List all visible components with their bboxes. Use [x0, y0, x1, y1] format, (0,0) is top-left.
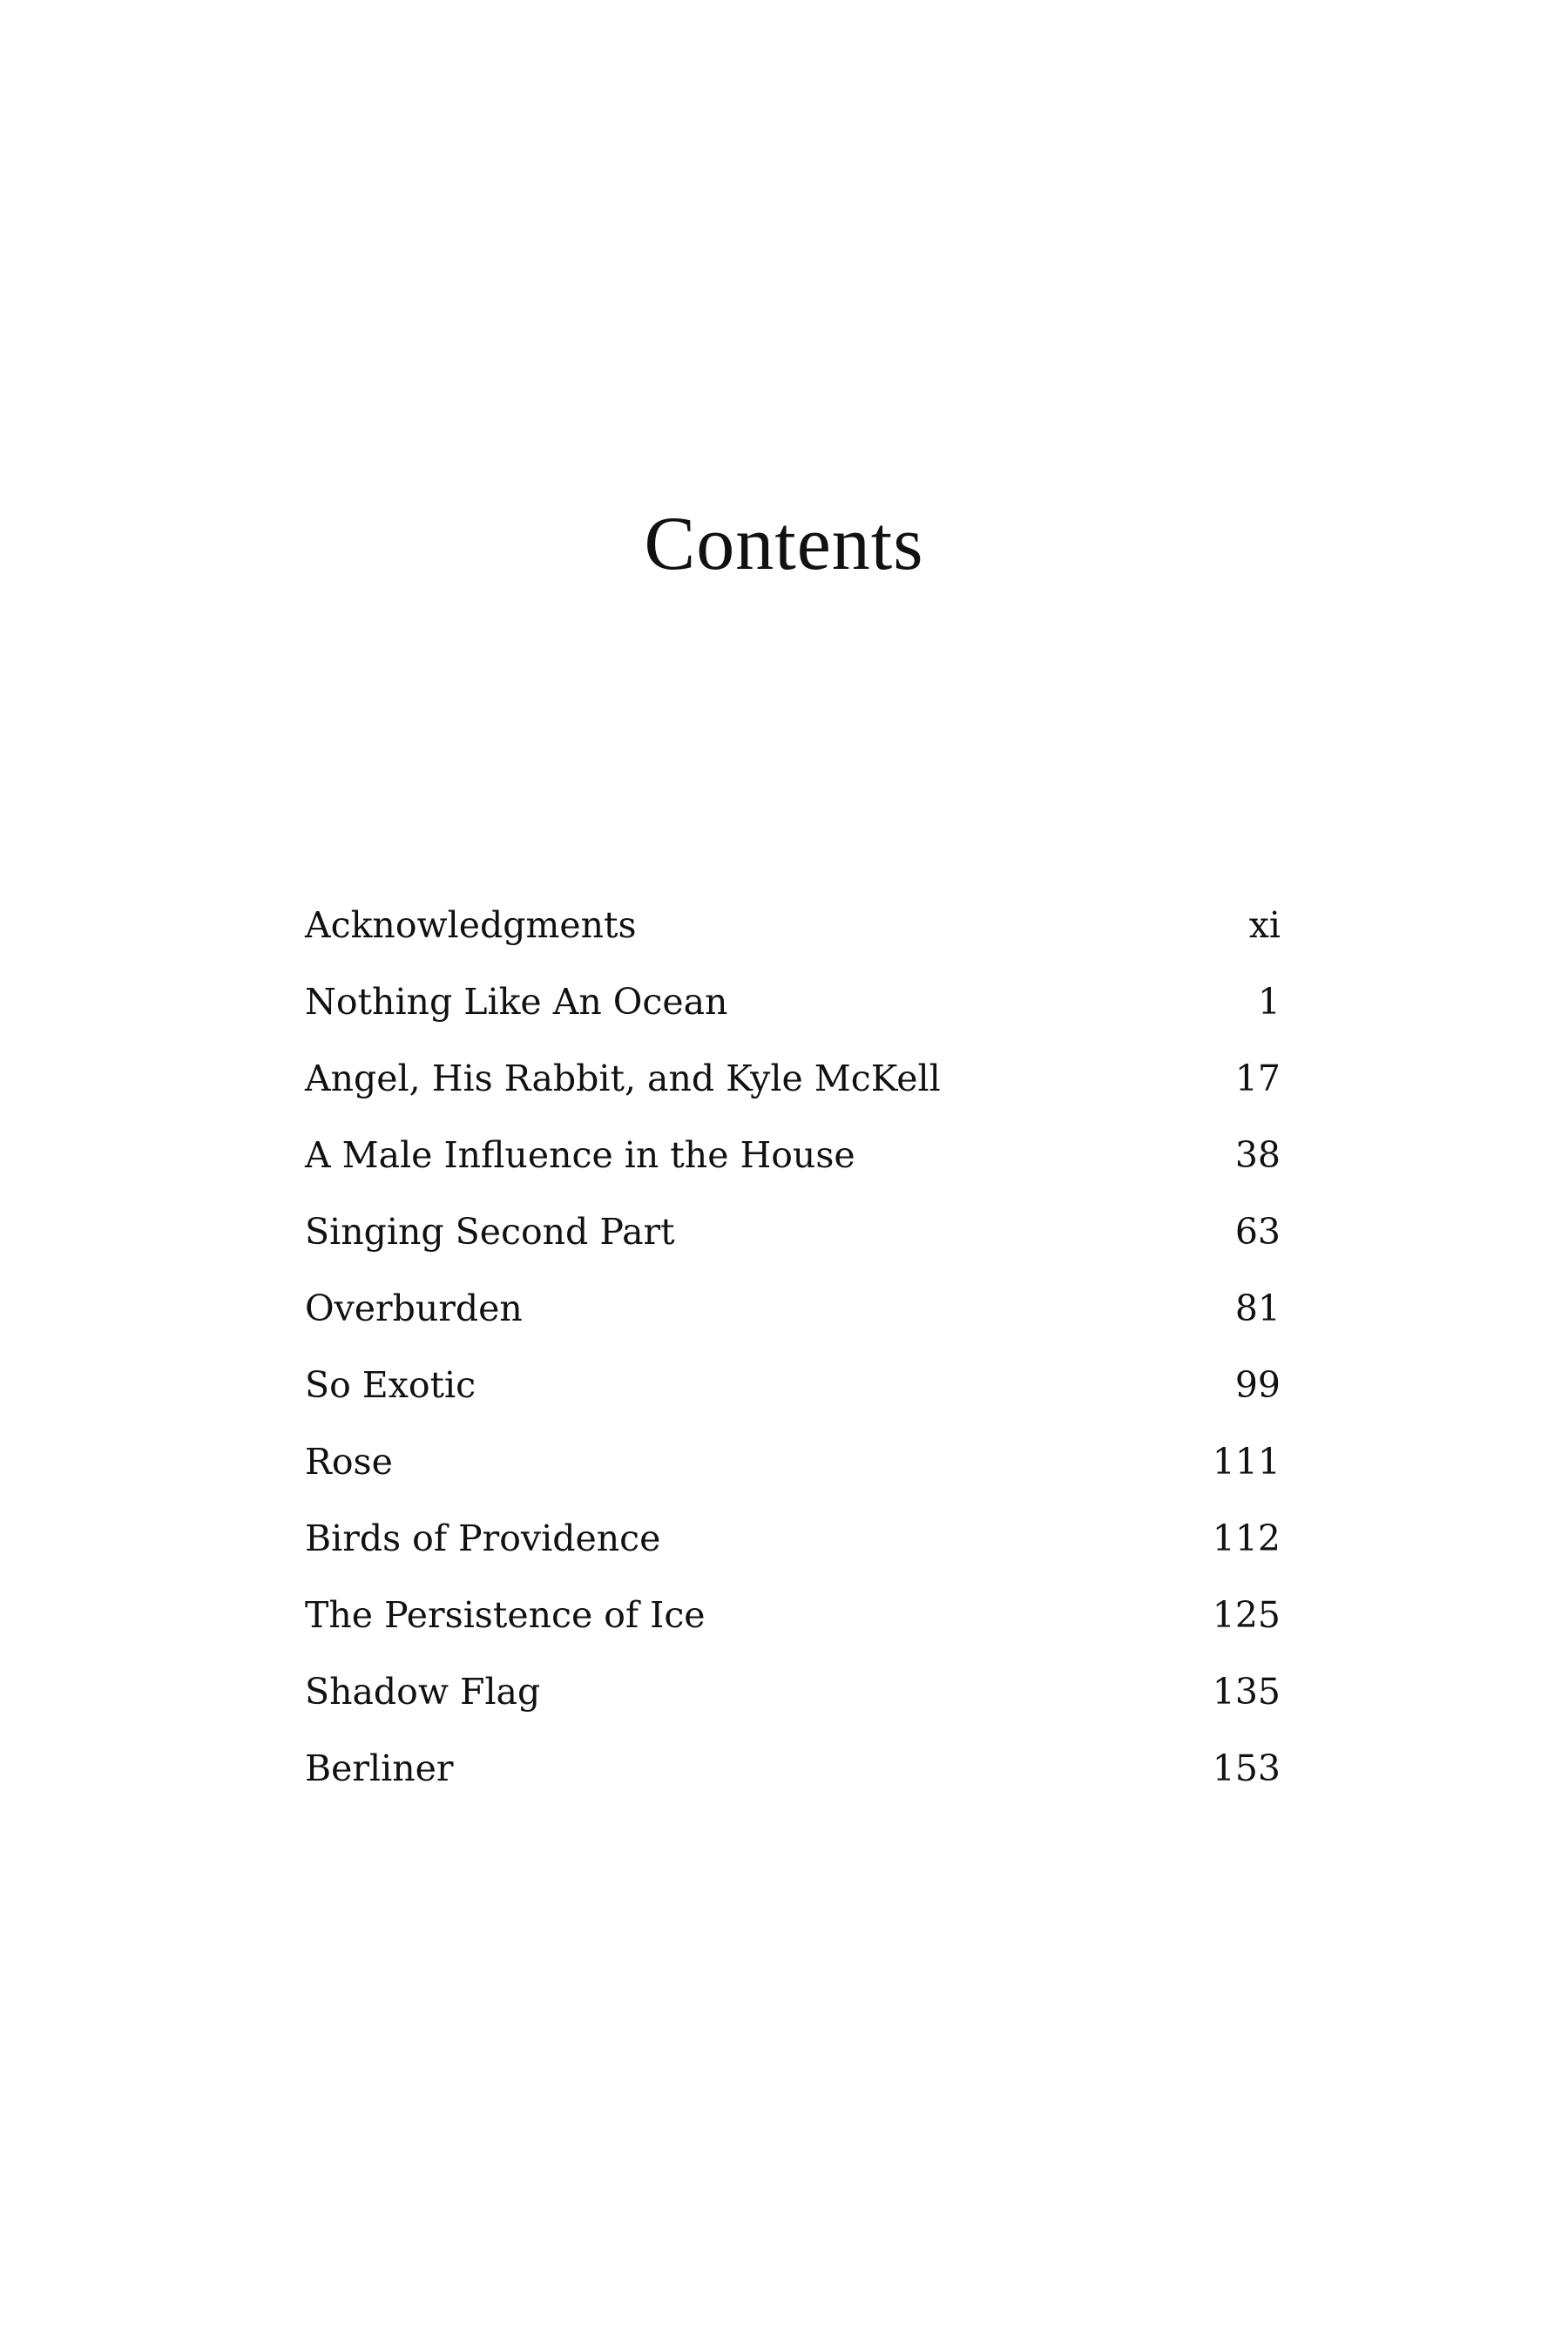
toc-entry-berliner[interactable]: [305, 1742, 1281, 1819]
toc-entry-rose[interactable]: [305, 1436, 1281, 1512]
toc-entry-overburden[interactable]: [305, 1282, 1281, 1359]
table-of-contents: [305, 899, 1281, 1819]
toc-entry-nothing-like-an-ocean[interactable]: [305, 976, 1281, 1052]
toc-entry-page-number: 153: [1212, 1747, 1281, 1789]
toc-entry-title: A Male Influence in the House: [305, 1134, 855, 1176]
toc-entry-angel-his-rabbit[interactable]: [305, 1052, 1281, 1129]
toc-entry-title: The Persistence of Ice: [305, 1594, 706, 1636]
toc-entry-a-male-influence[interactable]: [305, 1129, 1281, 1206]
toc-entry-shadow-flag[interactable]: [305, 1666, 1281, 1742]
toc-entry-title: Rose: [305, 1441, 393, 1483]
toc-entry-so-exotic[interactable]: [305, 1359, 1281, 1436]
toc-entry-page-number: 125: [1212, 1594, 1281, 1636]
toc-entry-the-persistence-of-ice[interactable]: [305, 1589, 1281, 1666]
toc-entry-page-number: 17: [1234, 1058, 1281, 1099]
page-title: Contents: [644, 502, 924, 586]
toc-entry-page-number: 38: [1234, 1134, 1281, 1176]
toc-entry-acknowledgments[interactable]: [305, 899, 1281, 976]
toc-entry-title: Berliner: [305, 1747, 454, 1789]
toc-entry-page-number: 111: [1212, 1441, 1281, 1483]
toc-entry-page-number: 135: [1212, 1671, 1281, 1713]
toc-entry-title: Singing Second Part: [305, 1211, 675, 1253]
toc-entry-title: Birds of Providence: [305, 1517, 661, 1559]
toc-entry-title: So Exotic: [305, 1364, 476, 1406]
toc-entry-page-number: 63: [1234, 1211, 1281, 1253]
toc-entry-title: Nothing Like An Ocean: [305, 981, 728, 1023]
toc-entry-birds-of-providence[interactable]: [305, 1512, 1281, 1589]
toc-entry-page-number: 99: [1234, 1364, 1281, 1406]
toc-entry-page-number: 1: [1257, 981, 1281, 1023]
toc-entry-page-number: 81: [1234, 1288, 1281, 1329]
toc-entry-title: Acknowledgments: [305, 904, 637, 946]
toc-entry-page-number: 112: [1212, 1517, 1281, 1559]
toc-entry-title: Angel, His Rabbit, and Kyle McKell: [305, 1058, 941, 1099]
toc-entry-title: Shadow Flag: [305, 1671, 541, 1713]
toc-entry-page-number: xi: [1248, 904, 1281, 946]
toc-entry-title: Overburden: [305, 1288, 523, 1329]
toc-entry-singing-second-part[interactable]: [305, 1206, 1281, 1282]
